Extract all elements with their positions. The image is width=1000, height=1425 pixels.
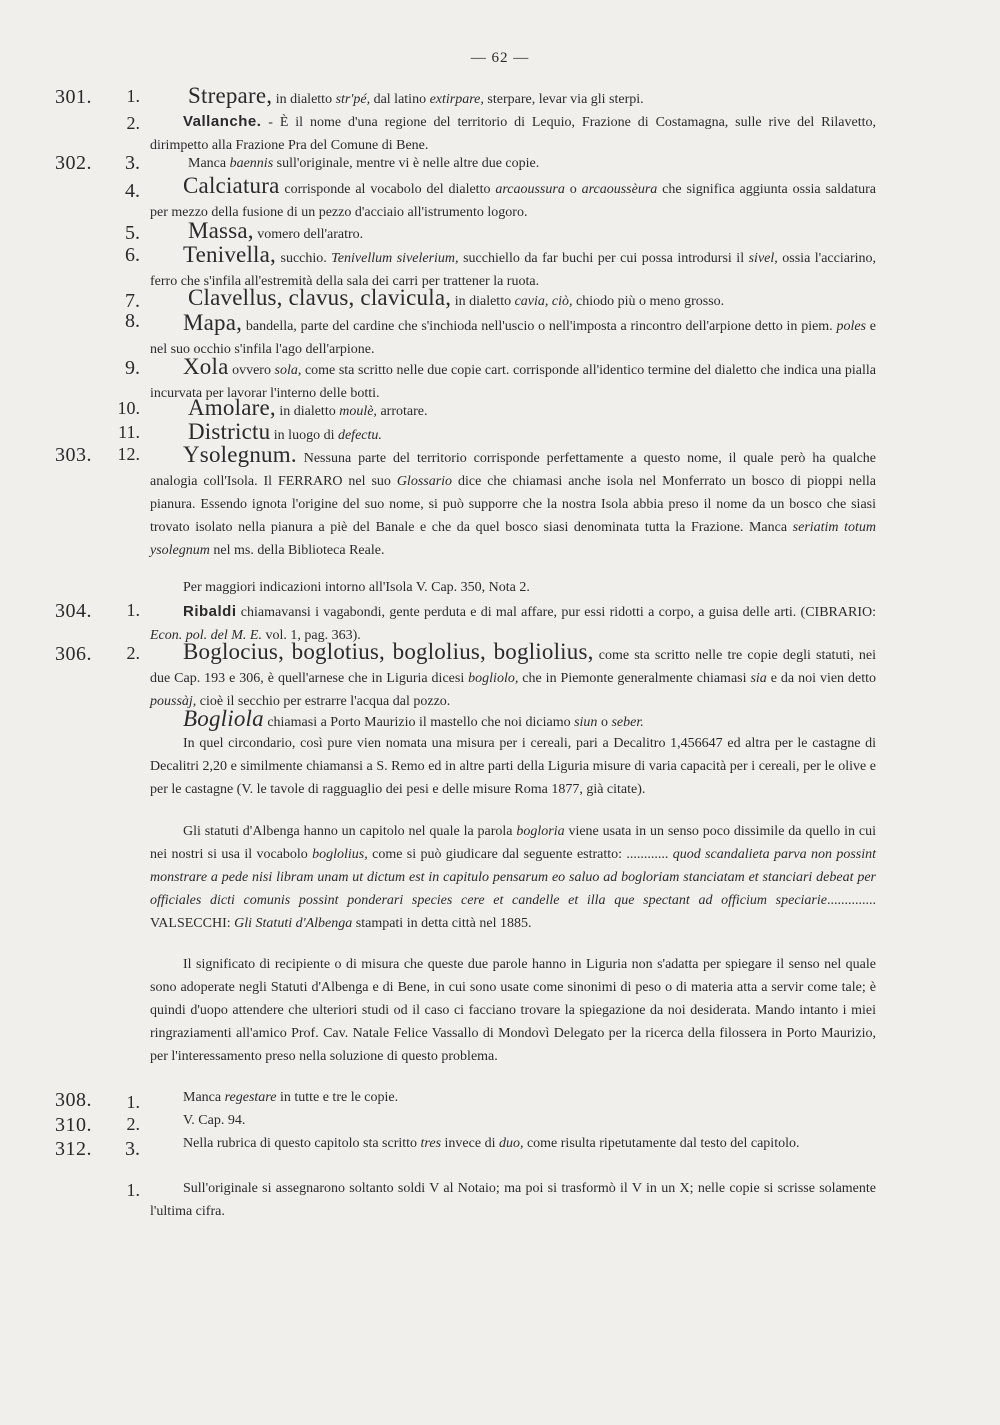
note-text: sull'originale, mentre vi è nelle altre due copie. bbox=[273, 156, 540, 171]
italic-text: moulè, bbox=[339, 404, 377, 419]
note-text: Manca bbox=[183, 1090, 225, 1105]
page-number: — 62 — bbox=[470, 50, 530, 66]
note-text: sterpare, levar via gli sterpi. bbox=[483, 92, 644, 107]
note-text: viene usata in un senso poco dissimile da quello in cui nei nostri si usa il vocabolo bbox=[150, 824, 877, 862]
note-text: nel ms. della Biblioteca Reale. bbox=[209, 543, 385, 558]
section-number: 303. bbox=[55, 444, 92, 466]
italic-text: baennis bbox=[229, 156, 274, 171]
note-text: corrisponde al vocabolo del dialetto bbox=[279, 182, 496, 197]
italic-text: arcaoussura bbox=[495, 182, 565, 197]
headword: Vallanche. bbox=[183, 113, 262, 130]
note-text: ossia l'acciarino, ferro che s'infila all'estremità della sala dei carri per trattener la ruota. bbox=[150, 251, 876, 289]
headword: Boglocius, boglotius, boglolius, bogliolius, bbox=[183, 639, 594, 664]
note-text: in dialetto bbox=[272, 92, 336, 107]
note-number: 12. bbox=[117, 444, 140, 464]
italic-text: seriatim totum ysolegnum bbox=[150, 520, 877, 558]
italic-text: Tenivellum sivelerium, bbox=[331, 251, 459, 266]
italic-text: str'pé, bbox=[335, 92, 371, 107]
note-text: come risulta ripetutamente dal testo del capitolo. bbox=[523, 1136, 800, 1151]
note-body bbox=[150, 174, 876, 224]
note-number: 6. bbox=[125, 244, 140, 266]
headword: Amolare, bbox=[188, 395, 276, 420]
note-number: 2. bbox=[126, 1114, 140, 1134]
note-body bbox=[150, 1132, 876, 1155]
section-number: 301. bbox=[55, 86, 92, 108]
note-text: Sull'originale si assegnarono soltanto soldi V al Notaio; ma poi si trasformò il V in un X; nelle copie si scrisse solamente l'ultima cifra. bbox=[150, 1181, 876, 1219]
italic-text: sola, bbox=[274, 363, 302, 378]
note-text: in luogo di bbox=[270, 428, 338, 443]
note-text: succhiello da far buchi per cui possa introdursi il bbox=[458, 251, 749, 266]
headword: Calciatura bbox=[183, 173, 280, 198]
note-text: vol. 1, pag. 363). bbox=[261, 628, 361, 643]
note-text: come sta scritto nelle tre copie degli statuti, nei due Cap. 193 e 306, è quell'arnese che in Liguria dicesi bbox=[150, 648, 876, 686]
note-text: in dialetto bbox=[451, 294, 515, 309]
headword: Ysolegnum. bbox=[183, 442, 297, 467]
headword: Bogliola bbox=[183, 706, 264, 731]
note-text: come si può giudicare dal seguente estratto: ............ bbox=[367, 847, 673, 862]
note-body bbox=[188, 219, 876, 246]
note-body bbox=[150, 732, 876, 801]
headword: Massa, bbox=[188, 218, 254, 243]
note-body bbox=[150, 1177, 876, 1223]
note-number: 7. bbox=[125, 290, 140, 312]
italic-text: Econ. pol. del M. E. bbox=[150, 628, 262, 643]
note-number: 1. bbox=[126, 1180, 140, 1200]
note-number: 2. bbox=[126, 643, 140, 663]
note-body bbox=[188, 84, 876, 111]
note-text: Il significato di recipiente o di misura che queste due parole hanno in Liguria non s'adatta per spiegare il senso nel quale sono adoperate negli Statuti d'Albenga e di Bene, in cui sono usate come sinonimi di peso o di materia atta a servir come tale; è quindi d'uopo attendere che ulteriori studi od il caso ci facciano trovare la spiegazione da noi desiderata. Mando intanto i miei ringraziamenti all'amico Prof. Cav. Natale Felice Vassallo di Mondovì Delegato per la ricerca della filossera in Porto Maurizio, per l'interessamento preso nella soluzione di questo problema. bbox=[150, 957, 876, 1064]
italic-text: Glossario bbox=[396, 474, 453, 489]
section-number: 310. bbox=[55, 1114, 92, 1136]
note-text: chiamasi a Porto Maurizio il mastello che noi diciamo bbox=[263, 715, 575, 730]
italic-text: poussàj, bbox=[150, 694, 197, 709]
note-text: - È il nome d'una regione del territorio di Lequio, Frazione di Costamagna, sulle rive del Rilavetto, dirimpetto alla Frazione Pra del Comune di Bene. bbox=[150, 115, 876, 153]
note-number: 1. bbox=[126, 86, 140, 106]
note-text: succhio. bbox=[276, 251, 332, 266]
note-number: 5. bbox=[125, 222, 140, 244]
note-text: dal latino bbox=[370, 92, 430, 107]
note-text: Nella rubrica di questo capitolo sta scritto bbox=[183, 1136, 421, 1151]
note-text: o bbox=[597, 715, 612, 730]
italic-text: sivel, bbox=[748, 251, 778, 266]
note-number: 8. bbox=[125, 310, 140, 332]
note-body bbox=[150, 820, 876, 935]
note-body bbox=[188, 286, 876, 313]
note-body bbox=[150, 1086, 876, 1109]
note-body bbox=[150, 443, 876, 562]
note-text: chiamavansi i vagabondi, gente perduta e di mal affare, pur essi ridotti a corpo, a guisa delle arti. (CIBRARIO: bbox=[236, 605, 876, 620]
note-text: che significa aggiunta ossia saldatura per mezzo della fusione di un pezzo d'acciaio all'istrumento logoro. bbox=[150, 182, 877, 220]
italic-text: bogloria bbox=[516, 824, 565, 839]
italic-text: boglolius, bbox=[312, 847, 368, 862]
italic-text: arcaoussèura bbox=[581, 182, 658, 197]
italic-text: cavia, ciò, bbox=[514, 294, 573, 309]
note-text: dice che chiamasi anche isola nel Monferrato un bosco di pioppi nella pianura. Essendo ignota l'origine del suo nome, si può supporre che la nostra Isola abbia preso il nome da un bosco che siasi trovato isolato nella pianura a piè del Banale e che da quel bosco siasi denominata tutta la Frazione. Manca bbox=[150, 474, 876, 535]
note-body bbox=[150, 576, 876, 599]
section-number: 302. bbox=[55, 152, 92, 174]
italic-text: Gli Statuti d'Albenga bbox=[234, 916, 353, 931]
note-text: .............. VALSECCHI: bbox=[150, 893, 876, 931]
note-text: Per maggiori indicazioni intorno all'Isola V. Cap. 350, Nota 2. bbox=[183, 580, 530, 595]
headword: Clavellus, clavus, clavicula, bbox=[188, 285, 452, 310]
note-body bbox=[150, 707, 876, 734]
note-text: stampati in detta città nel 1885. bbox=[352, 916, 532, 931]
section-number: 306. bbox=[55, 643, 92, 665]
note-text: bandella, parte del cardine che s'inchioda nell'uscio o nell'imposta a rincontro dell'arpione detto in piem. bbox=[242, 319, 837, 334]
note-number: 2. bbox=[126, 113, 140, 133]
note-text: arrotare. bbox=[376, 404, 428, 419]
note-text: invece di bbox=[441, 1136, 499, 1151]
note-number: 3. bbox=[125, 1138, 140, 1160]
italic-text: regestare bbox=[224, 1090, 277, 1105]
note-body bbox=[150, 640, 876, 713]
headword: Mapa, bbox=[183, 310, 243, 335]
note-text: Gli statuti d'Albenga hanno un capitolo nel quale la parola bbox=[183, 824, 517, 839]
headword: Xola bbox=[183, 354, 229, 379]
section-number: 308. bbox=[55, 1089, 92, 1111]
note-text: che in Piemonte generalmente chiamasi bbox=[518, 671, 751, 686]
note-number: 4. bbox=[125, 180, 140, 202]
note-text: chiodo più o meno grosso. bbox=[572, 294, 725, 309]
note-text: o bbox=[564, 182, 582, 197]
italic-text: poles bbox=[836, 319, 867, 334]
note-text: In quel circondario, così pure vien nomata una misura per i cereali, pari a Decalitro 1,456647 ed altra per le castagne di Decalitri 2,20 e similmente chiamansi a S. Remo ed in altre parti della Liguria misure di varia capacità per i cereali, per le olive e per le castagne (V. le tavole di ragguaglio dei pesi e delle misure Roma 1877, già citate). bbox=[150, 736, 876, 797]
note-text: in tutte e tre le copie. bbox=[276, 1090, 399, 1105]
italic-text: siun bbox=[574, 715, 598, 730]
note-text: Nessuna parte del territorio corrisponde perfettamente a questo nome, il quale però ha qualche analogia coll'Isola. Il FERRARO nel suo bbox=[150, 451, 876, 489]
italic-text: duo, bbox=[498, 1136, 524, 1151]
note-body bbox=[150, 1109, 876, 1132]
note-text: vomero dell'aratro. bbox=[253, 227, 364, 242]
note-number: 11. bbox=[118, 422, 140, 442]
note-body bbox=[188, 152, 876, 175]
note-body bbox=[150, 311, 876, 361]
italic-text: bogliolo, bbox=[468, 671, 519, 686]
note-body bbox=[188, 396, 876, 423]
note-number: 1. bbox=[126, 600, 140, 620]
note-text: ovvero bbox=[228, 363, 275, 378]
note-text: Manca bbox=[188, 156, 230, 171]
italic-text: tres bbox=[420, 1136, 442, 1151]
italic-text: quod scandalieta parva non possint monstrare a pede nisi libram unam ut dictum est in capitulo pensarum eo saluo ad bogloriam stanciatam et stanciari debeat per officiales dicti comunis possint ponderari species cere et candelle et illa que spectant ad officium speciarie bbox=[150, 847, 876, 908]
note-text: come sta scritto nelle due copie cart. corrisponde all'identico termine del dialetto che indica una pialla incurvata per lavorar l'interno delle botti. bbox=[150, 363, 876, 401]
headword: Tenivella, bbox=[183, 242, 276, 267]
note-body bbox=[150, 953, 876, 1068]
note-number: 9. bbox=[125, 357, 140, 379]
section-number: 304. bbox=[55, 600, 92, 622]
headword: Strepare, bbox=[188, 83, 273, 108]
note-text: V. Cap. 94. bbox=[183, 1113, 246, 1128]
headword: Ribaldi bbox=[183, 603, 237, 620]
note-number: 10. bbox=[117, 398, 140, 418]
note-number: 1. bbox=[126, 1092, 140, 1112]
headword: Districtu bbox=[188, 419, 271, 444]
note-number: 3. bbox=[125, 152, 140, 174]
note-text: e da noi vien detto bbox=[766, 671, 876, 686]
note-text: in dialetto bbox=[275, 404, 340, 419]
note-body bbox=[150, 110, 876, 157]
note-text: e nel suo occhio s'infila l'ago dell'arpione. bbox=[150, 319, 876, 357]
italic-text: sia bbox=[750, 671, 767, 686]
section-number: 312. bbox=[55, 1138, 92, 1160]
note-text: cioè il secchio per estrarre l'acqua dal pozzo. bbox=[196, 694, 451, 709]
italic-text: defectu. bbox=[337, 428, 382, 443]
italic-text: seber. bbox=[611, 715, 644, 730]
italic-text: extirpare, bbox=[429, 92, 484, 107]
